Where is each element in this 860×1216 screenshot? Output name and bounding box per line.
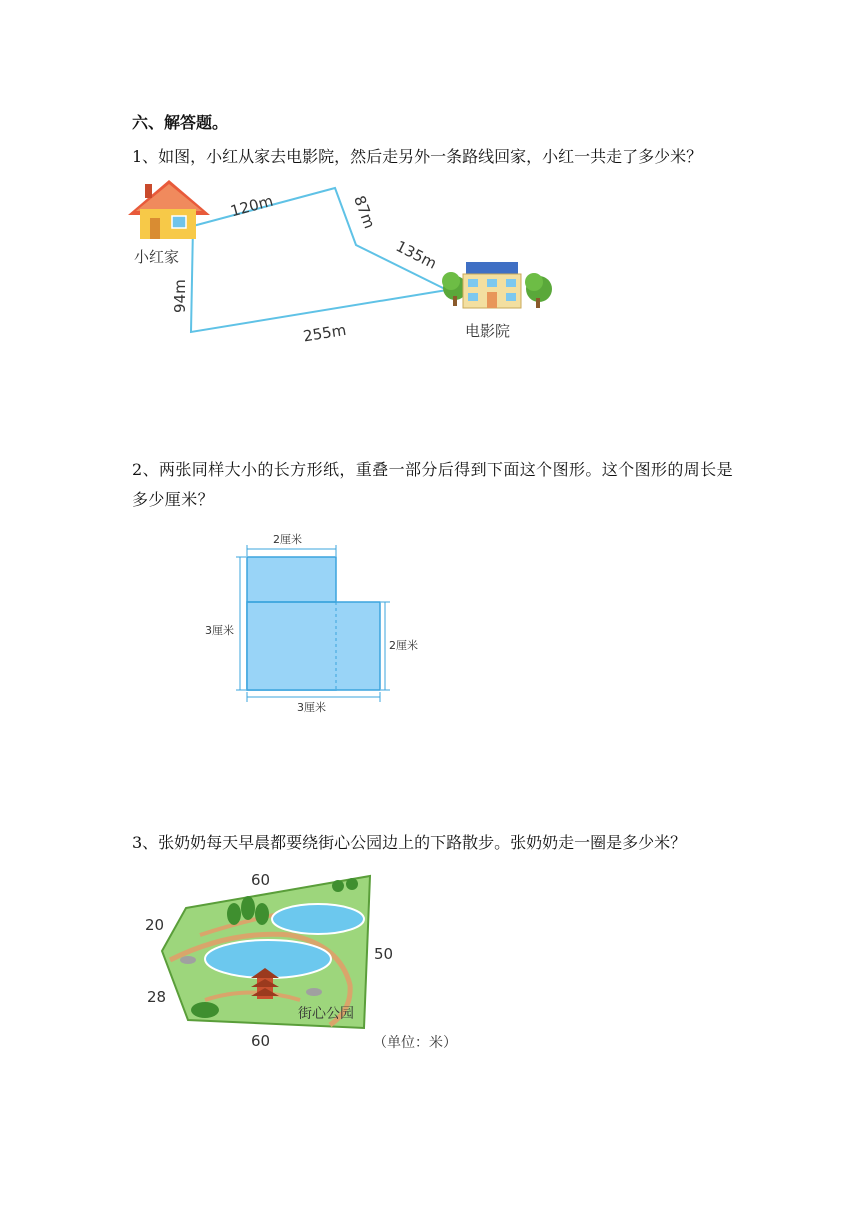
dim-right-label: 2厘米	[389, 639, 418, 652]
park-map	[125, 862, 485, 1062]
dim-bottom-label: 3厘米	[297, 701, 326, 714]
question-2-text: 2、两张同样大小的长方形纸，重叠一部分后得到下面这个图形。这个图形的周长是多少厘米？	[132, 460, 733, 509]
unit-note: （单位：米）	[373, 1035, 457, 1051]
side-label-bottom: 60	[251, 1032, 271, 1050]
park-name-label: 街心公园	[298, 1006, 354, 1022]
dim-left-label: 3厘米	[205, 624, 234, 637]
distance-label-94: 94m	[171, 279, 189, 313]
route-diagram	[120, 172, 560, 352]
rectangle-figure	[196, 528, 436, 718]
rock-icon	[306, 988, 322, 996]
rectangle-horizontal	[247, 602, 380, 690]
house-icon	[128, 180, 210, 239]
distance-label-255: 255m	[301, 320, 348, 346]
distance-label-120: 120m	[228, 191, 275, 221]
section-title: 六、解答题。	[132, 113, 229, 132]
dim-top-label: 2厘米	[273, 533, 302, 546]
lake-small	[272, 904, 364, 934]
home-label: 小红家	[134, 248, 180, 266]
rock-icon	[180, 956, 196, 964]
cinema-label: 电影院	[465, 322, 511, 340]
side-label-lower-left: 28	[147, 988, 167, 1006]
distance-label-135: 135m	[392, 237, 440, 273]
cinema-icon	[442, 262, 552, 308]
distance-label-87: 87m	[350, 193, 379, 231]
question-1-text: 1、如图，小红从家去电影院，然后走另外一条路线回家，小红一共走了多少米？	[132, 147, 703, 166]
question-3-text: 3、张奶奶每天早晨都要绕街心公园边上的下路散步。张奶奶走一圈是多少米？	[132, 833, 687, 852]
side-label-right: 50	[374, 945, 394, 963]
side-label-top: 60	[251, 871, 271, 889]
side-label-upper-left: 20	[145, 916, 165, 934]
